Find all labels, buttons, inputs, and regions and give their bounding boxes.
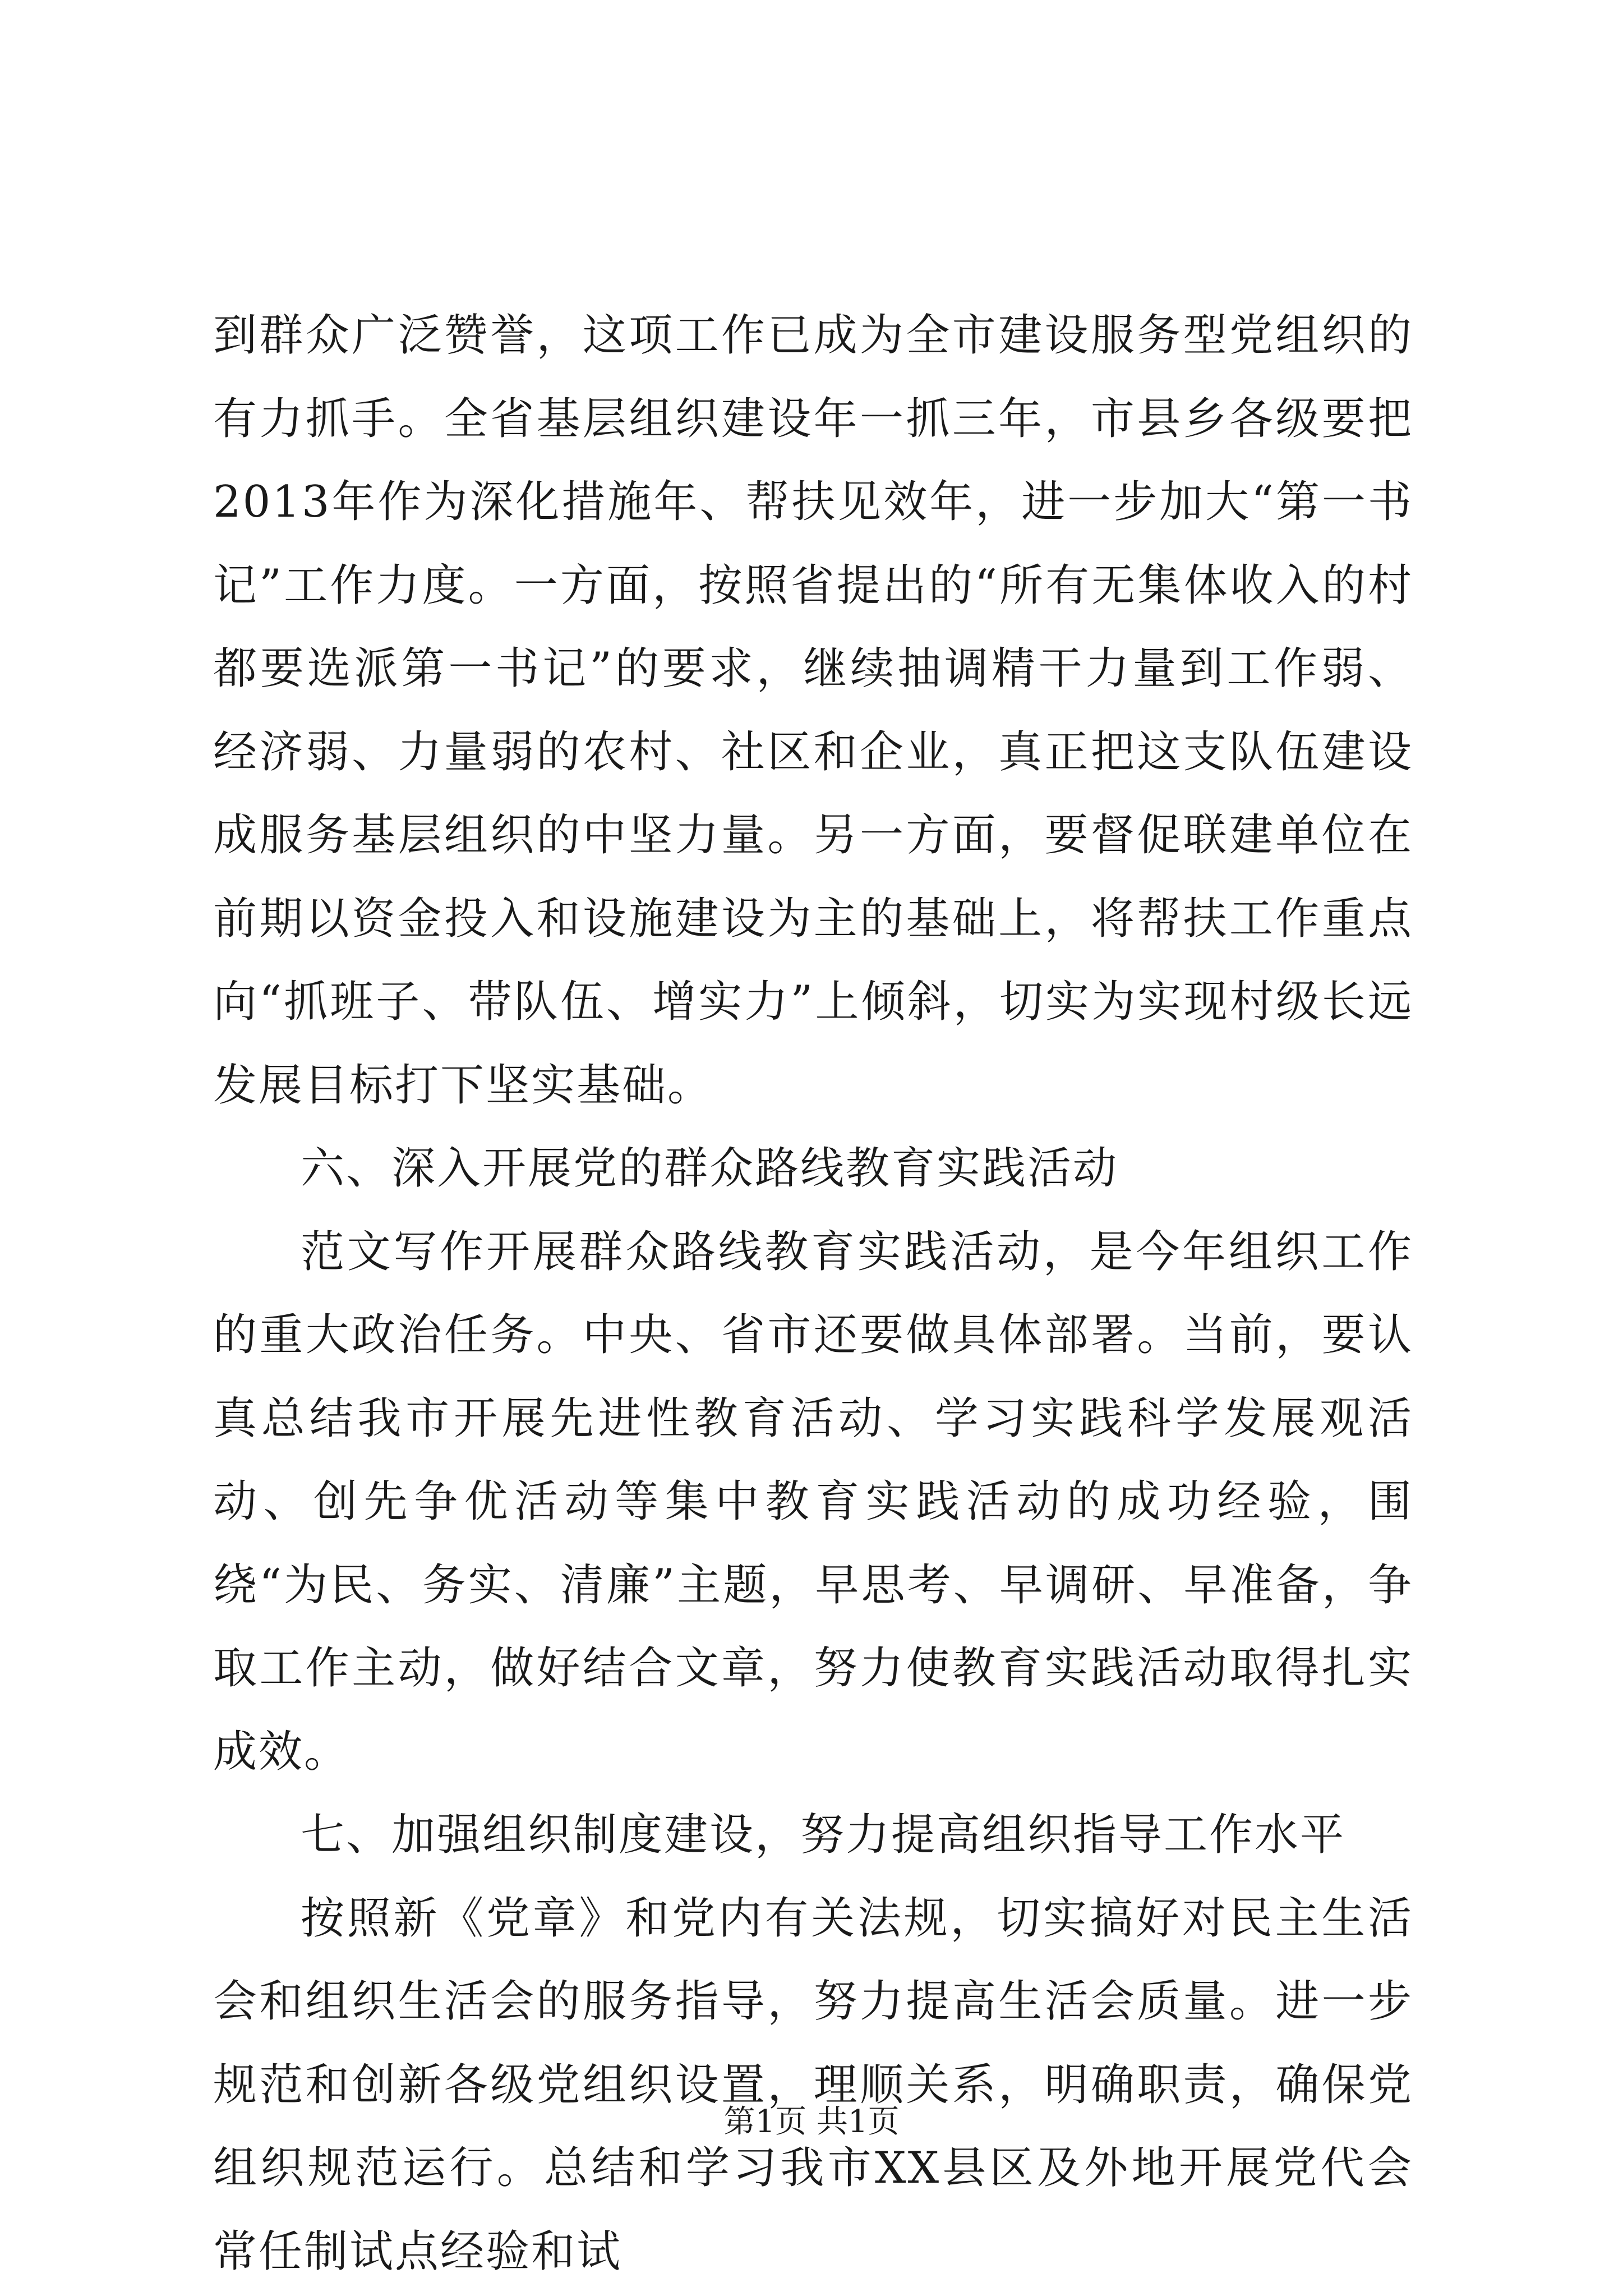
page-footer: 第1页 共1页 — [723, 2104, 900, 2140]
document-body — [213, 294, 1413, 2293]
paragraph-mass-line-education: 范文写作开展群众路线教育实践活动，是今年组织工作的重大政治任务。中央、省市还要做具体部署。当前，要认真总结我市开展先进性教育活动、学习实践科学发展观活动、创先争优活动等集中教育实践活动的成功经验，围绕“为民、务实、清廉”主题，早思考、早调研、早准备，争取工作主动，做好结合文章，努力使教育实践活动取得扎实成效。 — [213, 1226, 1413, 1777]
paragraph-organization-system: 按照新《党章》和党内有关法规，切实搞好对民主生活会和组织生活会的服务指导，努力提高生活会质量。进一步规范和创新各级党组织设置，理顺关系，明确职责，确保党组织规范运行。总结和学习我市XX县区及外地开展党代会常任制试点经验和试 — [213, 1893, 1413, 2277]
section-heading-seven: 七、加强组织制度建设，努力提高组织指导工作水平 — [301, 1810, 1346, 1860]
section-heading-six: 六、深入开展党的群众路线教育实践活动 — [301, 1143, 1119, 1194]
paragraph-first-pillar-secretary: 到群众广泛赞誉，这项工作已成为全市建设服务型党组织的有力抓手。全省基层组织建设年一抓三年，市县乡各级要把2013年作为深化措施年、帮扶见效年，进一步加大“第一书记”工作力度。一方面，按照省提出的“所有无集体收入的村都要选派第一书记”的要求，继续抽调精干力量到工作弱、经济弱、力量弱的农村、社区和企业，真正把这支队伍建设成服务基层组织的中坚力量。另一方面，要督促联建单位在前期以资金投入和设施建设为主的基础上，将帮扶工作重点向“抓班子、带队伍、增实力”上倾斜，切实为实现村级长远发展目标打下坚实基础。 — [213, 310, 1413, 1111]
